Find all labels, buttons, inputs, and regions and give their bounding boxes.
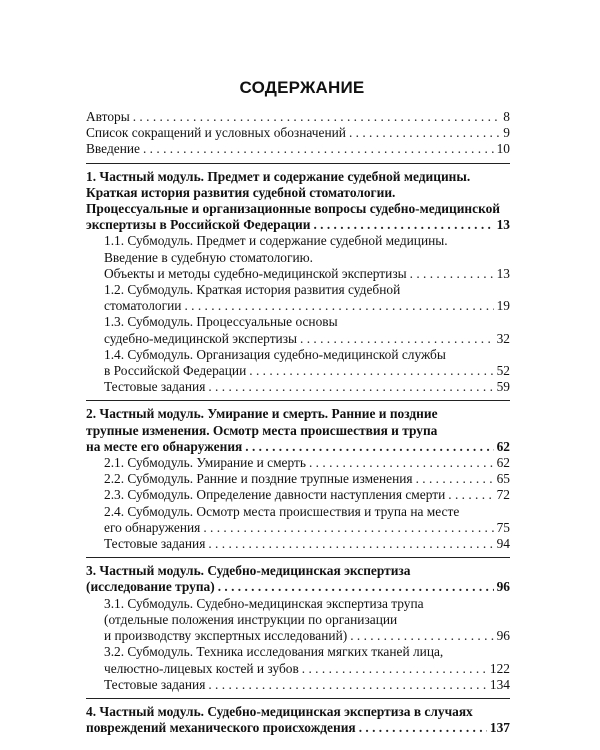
entry-text-line: в Российской Федерации: [104, 363, 247, 379]
entry-text-line: Список сокращений и условных обозначений: [86, 125, 346, 141]
entry-text-line: экспертизы в Российской Федерации: [86, 217, 311, 233]
toc-submodule-entry[interactable]: [86, 471, 510, 487]
dot-leader: [410, 266, 494, 282]
dot-leader: [350, 628, 493, 644]
dot-leader: [133, 109, 501, 125]
toc-submodule-entry[interactable]: [86, 455, 510, 471]
toc-submodule-entry[interactable]: [86, 347, 510, 379]
dot-leader: [203, 520, 493, 536]
entry-text-line: 1.2. Субмодуль. Краткая история развития судебной: [104, 282, 401, 298]
toc-submodule-entry[interactable]: [86, 233, 510, 282]
entry-text-line: его обнаружения: [104, 519, 201, 535]
dot-leader: [309, 455, 494, 471]
entry-text-line: (исследование трупа): [86, 579, 215, 595]
toc-entry-front[interactable]: [86, 141, 510, 157]
dot-leader: [416, 471, 494, 487]
page-number: 13: [496, 217, 510, 233]
toc-module-heading[interactable]: [86, 169, 510, 234]
page-number: 137: [489, 720, 510, 736]
section-divider: [86, 557, 510, 558]
entry-text-line: 1.4. Субмодуль. Организация судебно-медицинской службы: [104, 346, 446, 362]
entry-text-line: 3.1. Субмодуль. Судебно-медицинская экспертиза трупа: [104, 595, 424, 611]
entry-text-line: Краткая история развития судебной стоматологии.: [86, 184, 396, 200]
entry-text-line: трупные изменения. Осмотр места происшествия и трупа: [86, 422, 438, 438]
entry-text-line: 3. Частный модуль. Судебно-медицинская экспертиза: [86, 563, 411, 579]
page-number: 13: [496, 265, 510, 281]
page-number: 75: [496, 519, 510, 535]
dot-leader: [245, 439, 493, 455]
page-number: 32: [496, 330, 510, 346]
section-divider: [86, 698, 510, 699]
toc-submodule-entry[interactable]: [86, 487, 510, 503]
entry-text-line: Авторы: [86, 109, 130, 124]
entry-text-line: Объекты и методы судебно-медицинской экспертизы: [104, 265, 407, 281]
dot-leader: [218, 579, 494, 595]
dot-leader: [208, 379, 493, 395]
toc-module-heading[interactable]: [86, 406, 510, 455]
entry-text-line: 2. Частный модуль. Умирание и смерть. Ранние и поздние: [86, 406, 438, 422]
page-title: СОДЕРЖАНИЕ: [239, 78, 365, 97]
entry-text-line: (отдельные положения инструкции по организации: [104, 611, 398, 627]
page-number: 122: [489, 660, 510, 676]
toc-submodule-entry[interactable]: [86, 504, 510, 536]
table-of-contents: [86, 109, 510, 736]
entry-text-line: челюстно-лицевых костей и зубов: [104, 660, 299, 676]
page-number: 72: [496, 487, 510, 503]
entry-text-line: 2.4. Субмодуль. Осмотр места происшествия и трупа на месте: [104, 503, 460, 519]
entry-text-line: 1.3. Субмодуль. Процессуальные основы: [104, 314, 338, 330]
page-number: 52: [496, 363, 510, 379]
toc-entry-front[interactable]: [86, 109, 510, 125]
dot-leader: [302, 661, 487, 677]
entry-text-line: Процессуальные и организационные вопросы судебно-медицинской: [86, 201, 501, 217]
dot-leader: [249, 363, 493, 379]
dot-leader: [313, 217, 493, 233]
entry-text-line: повреждений механического происхождения: [86, 720, 356, 736]
dot-leader: [300, 331, 494, 347]
page-number: 8: [503, 109, 510, 124]
toc-module-heading[interactable]: [86, 704, 510, 736]
toc-submodule-entry[interactable]: [86, 644, 510, 676]
dot-leader: [448, 487, 493, 503]
entry-text-line: 2.3. Субмодуль. Определение давности наступления смерти: [104, 487, 446, 503]
dot-leader: [208, 677, 487, 693]
entry-text-line: Тестовые задания: [104, 379, 206, 395]
entry-text-line: и производству экспертных исследований): [104, 628, 348, 644]
entry-text-line: 4. Частный модуль. Судебно-медицинская экспертиза в случаях: [86, 703, 473, 719]
page-number: 96: [496, 579, 510, 595]
page-number: 134: [489, 676, 510, 692]
page-number: 96: [496, 628, 510, 644]
dot-leader: [208, 536, 493, 552]
entry-text-line: Тестовые задания: [104, 676, 206, 692]
entry-text-line: 2.1. Субмодуль. Умирание и смерть: [104, 455, 306, 471]
toc-submodule-entry[interactable]: [86, 536, 510, 552]
page-number: 94: [496, 536, 510, 552]
page-number: 62: [496, 455, 510, 471]
entry-text-line: на месте его обнаружения: [86, 438, 243, 454]
entry-text-line: Введение в судебную стоматологию.: [104, 249, 314, 265]
page-number: 59: [496, 379, 510, 395]
toc-submodule-entry[interactable]: [86, 677, 510, 693]
toc-submodule-entry[interactable]: [86, 379, 510, 395]
entry-text-line: Тестовые задания: [104, 536, 206, 552]
toc-submodule-entry[interactable]: [86, 282, 510, 314]
entry-text-line: 2.2. Субмодуль. Ранние и поздние трупные изменения: [104, 471, 413, 487]
dot-leader: [184, 298, 493, 314]
dot-leader: [349, 125, 500, 141]
entry-text-line: 3.2. Субмодуль. Техника исследования мягких тканей лица,: [104, 644, 444, 660]
page-number: 10: [496, 141, 510, 157]
page-number: 62: [496, 438, 510, 454]
entry-text-line: судебно-медицинской экспертизы: [104, 330, 297, 346]
toc-page: [86, 78, 510, 736]
dot-leader: [143, 141, 494, 157]
page-number: 9: [503, 125, 510, 141]
toc-entry-front[interactable]: [86, 125, 510, 141]
entry-text-line: стоматологии: [104, 298, 182, 314]
toc-submodule-entry[interactable]: [86, 596, 510, 645]
section-divider: [86, 163, 510, 164]
page-number: 65: [496, 471, 510, 487]
entry-text-line: 1. Частный модуль. Предмет и содержание судебной медицины.: [86, 168, 471, 184]
entry-text-line: 1.1. Субмодуль. Предмет и содержание судебной медицины.: [104, 233, 448, 249]
page-number: 19: [496, 298, 510, 314]
toc-module-heading[interactable]: [86, 563, 510, 595]
entry-text-line: Введение: [86, 141, 140, 157]
section-divider: [86, 400, 510, 401]
toc-submodule-entry[interactable]: [86, 314, 510, 346]
dot-leader: [359, 720, 487, 736]
